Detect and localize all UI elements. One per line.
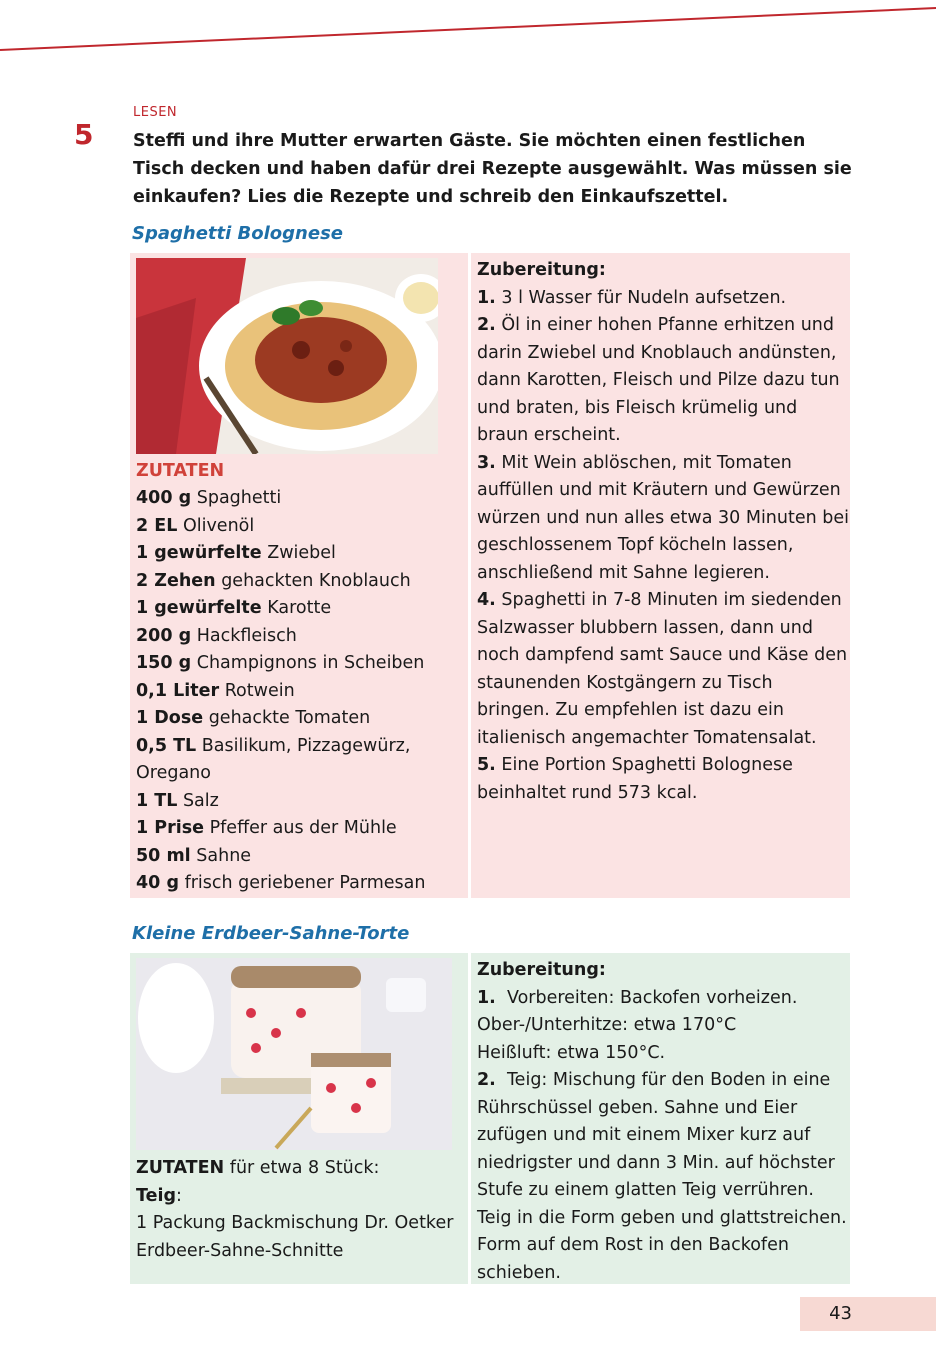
ingredient-name: Zwiebel: [267, 543, 336, 563]
ingredient-item: [136, 843, 466, 871]
ingredients-heading: ZUTATEN: [136, 1158, 225, 1178]
ingredient-item: [136, 870, 466, 898]
step-text: Vorbereiten: Backofen vorheizen.: [506, 987, 798, 1008]
ingredient-item: [136, 650, 466, 678]
ingredient-item: [136, 733, 466, 788]
ingredient-quantity: 0,1 Liter: [136, 680, 220, 701]
recipe-box-torte: [130, 953, 850, 1284]
preparation-panel: [471, 953, 850, 1284]
ingredient-quantity: 200 g: [136, 625, 192, 646]
ingredient-item: [136, 540, 466, 568]
step-text: Eine Portion Spaghetti Bolognese beinhaltet rund 573 kcal.: [477, 755, 793, 803]
preparation-step: [477, 450, 849, 588]
ingredients-suffix: für etwa 8 Stück:: [229, 1158, 380, 1178]
preparation-step: [477, 312, 849, 450]
ingredient-item: [136, 623, 466, 651]
ingredient-item: [136, 705, 466, 733]
ingredient-item: [136, 788, 466, 816]
page-number-bar: [800, 1297, 936, 1331]
preparation-step: [477, 587, 849, 752]
recipe-title-spaghetti: Spaghetti Bolognese: [132, 223, 343, 244]
preparation-step: [477, 1067, 849, 1287]
ingredients-panel: [130, 253, 468, 898]
step-text: Teig: Mischung für den Boden in eine Rührschüssel geben. Sahne und Eier zufügen und mit einem Mixer kurz auf niedrigster und dann 3 Min. auf höchster Stufe zu einem glatten Teig verrühren. Teig in die Form geben und glattstreichen. Form auf dem Rost in den Backofen schieben.: [477, 1070, 847, 1283]
ingredient-list: [136, 485, 466, 898]
ingredient-name: Salz: [182, 790, 219, 811]
exercise-number: 5: [74, 118, 94, 151]
ingredient-name: Spaghetti: [196, 488, 282, 508]
ingredient-name: Hackfleisch: [196, 625, 297, 646]
step-number: 1.: [477, 987, 496, 1008]
ingredient-quantity: 1 Dose: [136, 708, 204, 728]
spaghetti-photo: [136, 258, 438, 454]
ingredient-item: [136, 678, 466, 706]
dough-item: 1 Packung Backmischung Dr. Oetker Erdbeer-Sahne-Schnitte: [136, 1213, 454, 1261]
ingredient-item: [136, 595, 466, 623]
recipe-box-spaghetti: [130, 253, 850, 898]
section-label: LESEN: [133, 105, 178, 120]
step-number: 2.: [477, 315, 496, 335]
preparation-steps: [477, 285, 849, 808]
ingredient-item: [136, 485, 466, 513]
ingredient-name: Champignons in Scheiben: [196, 653, 425, 673]
step-number: 4.: [477, 590, 496, 610]
ingredient-name: Basilikum, Pizzagewürz, Oregano: [136, 735, 411, 783]
step-text: Öl in einer hohen Pfanne erhitzen und darin Zwiebel und Knoblauch andünsten, dann Karotten, Fleisch und Pilze dazu tun und braten, bis Fleisch krümelig und braun erscheint.: [477, 315, 840, 445]
ingredients-heading: ZUTATEN: [136, 461, 225, 481]
preparation-panel: [471, 253, 850, 898]
preparation-step: [477, 985, 849, 1013]
ingredient-quantity: 2 EL: [136, 515, 178, 536]
ingredient-quantity: 1 gewürfelte: [136, 598, 262, 618]
step-number: 3.: [477, 452, 496, 473]
ingredient-quantity: 50 ml: [136, 845, 191, 866]
ingredients-line: [136, 1155, 466, 1183]
exercise-instruction: Steffi und ihre Mutter erwarten Gäste. Sie möchten einen festlichen Tisch decken und haben dafür drei Rezepte ausgewählt. Was müssen sie einkaufen? Lies die Rezepte und schreib den Einkaufszettel.: [133, 131, 852, 207]
preparation-steps: [477, 985, 849, 1288]
cake-photo: [136, 958, 452, 1150]
ingredient-name: Rotwein: [224, 680, 295, 701]
ingredient-quantity: 40 g: [136, 873, 179, 893]
recipe-title-torte: Kleine Erdbeer-Sahne-Torte: [132, 923, 410, 944]
dough-label-line: [136, 1183, 466, 1211]
ingredient-name: Pfeffer aus der Mühle: [209, 818, 397, 838]
ingredients-panel: [130, 953, 468, 1284]
dough-colon: :: [176, 1185, 182, 1206]
ingredient-item: [136, 513, 466, 541]
ingredient-quantity: 1 Prise: [136, 818, 205, 838]
preparation-step: [477, 1040, 849, 1068]
header-rule: [0, 0, 936, 60]
step-text: Mit Wein ablöschen, mit Tomaten auffüllen und mit Kräutern und Gewürzen würzen und nun alles etwa 30 Minuten bei geschlossenem Topf köcheln lassen, anschließend mit Sahne legieren.: [477, 452, 850, 583]
step-number: 1.: [477, 287, 496, 308]
ingredient-name: gehackte Tomaten: [208, 708, 371, 728]
preparation-step: [477, 285, 849, 313]
preparation-step: [477, 752, 849, 807]
page-number: 43: [829, 1303, 852, 1324]
ingredient-name: Sahne: [196, 845, 252, 866]
step-text: Heißluft: etwa 150°C.: [477, 1042, 666, 1063]
step-number: 2.: [477, 1070, 496, 1090]
step-number: 5.: [477, 755, 496, 775]
ingredient-quantity: 0,5 TL: [136, 735, 197, 756]
step-text: 3 l Wasser für Nudeln aufsetzen.: [501, 287, 787, 308]
step-text: Ober-/Unterhitze: etwa 170°C: [477, 1015, 737, 1035]
ingredient-quantity: 150 g: [136, 653, 192, 673]
dough-label: Teig: [136, 1185, 177, 1206]
ingredient-item: [136, 815, 466, 843]
ingredient-quantity: 400 g: [136, 488, 192, 508]
ingredient-name: gehackten Knoblauch: [221, 570, 411, 591]
ingredient-name: frisch geriebener Parmesan: [184, 873, 426, 893]
ingredient-name: Karotte: [267, 598, 332, 618]
preparation-step: [477, 1012, 849, 1040]
ingredient-quantity: 1 TL: [136, 790, 178, 811]
preparation-heading: Zubereitung:: [477, 260, 606, 280]
ingredient-quantity: 2 Zehen: [136, 570, 216, 591]
step-text: Spaghetti in 7-8 Minuten im siedenden Salzwasser blubbern lassen, dann und noch dampfend samt Sauce und Käse den staunenden Kostgängern zu Tisch bringen. Zu empfehlen ist dazu ein italienisch angemachter Tomatensalat.: [477, 590, 848, 748]
ingredient-item: [136, 568, 466, 596]
ingredient-name: Olivenöl: [182, 515, 255, 536]
preparation-heading: Zubereitung:: [477, 960, 606, 980]
ingredient-quantity: 1 gewürfelte: [136, 543, 262, 563]
